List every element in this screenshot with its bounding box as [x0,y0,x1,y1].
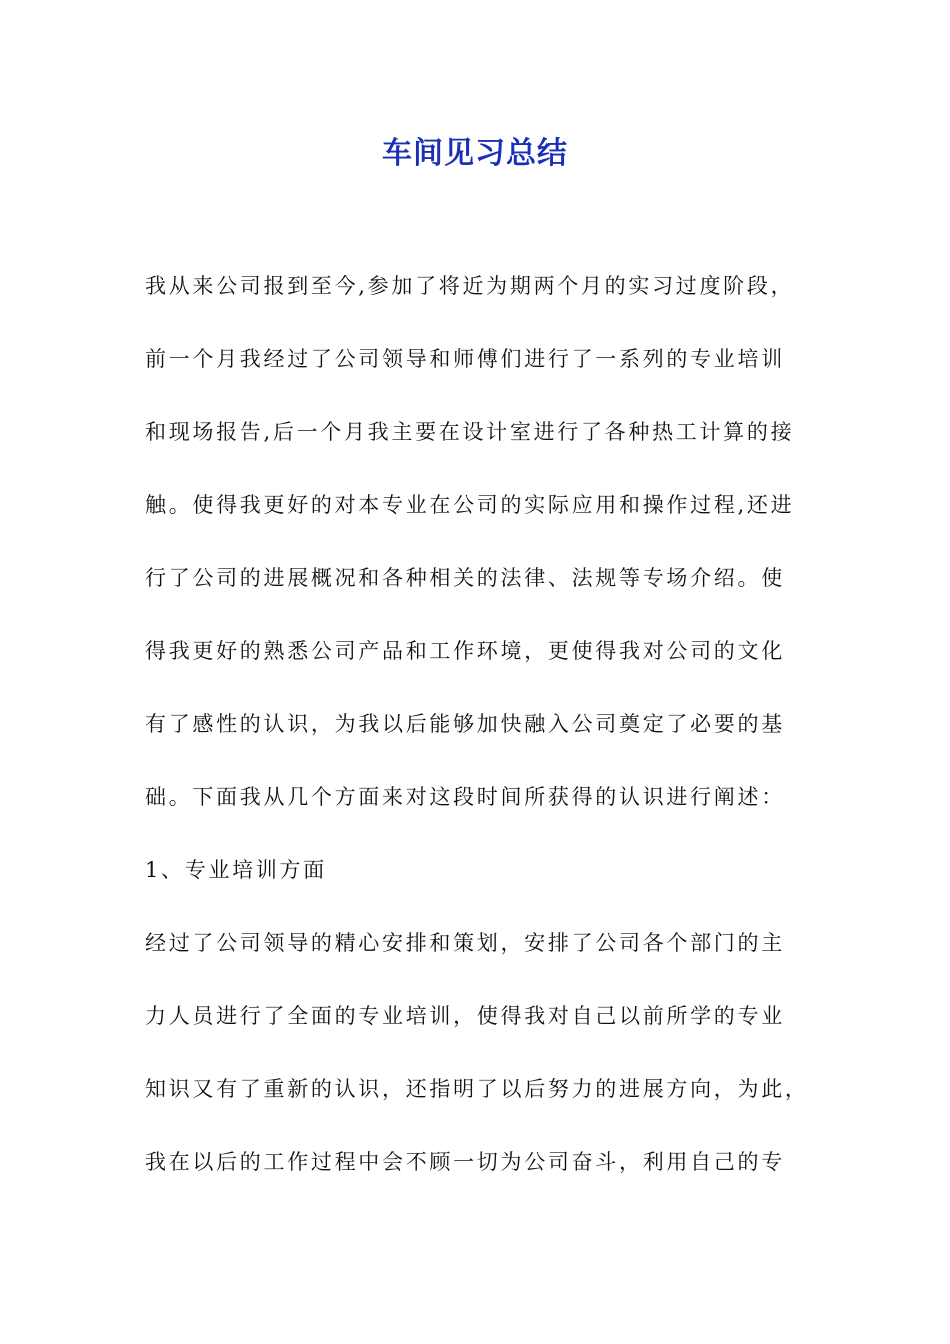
body-line: 础。下面我从几个方面来对这段时间所获得的认识进行阐述： [145,785,785,809]
body-line: 经过了公司领导的精心安排和策划，安排了公司各个部门的主 [145,931,785,955]
body-line: 我从来公司报到至今,参加了将近为期两个月的实习过度阶段， [145,274,795,298]
document-title: 车间见习总结 [382,136,568,171]
body-line: 触。使得我更好的对本专业在公司的实际应用和操作过程,还进 [145,493,795,517]
body-line: 有了感性的认识，为我以后能够加快融入公司奠定了必要的基 [145,712,785,736]
body-line: 知识又有了重新的认识，还指明了以后努力的进展方向，为此， [145,1077,809,1101]
document-body [145,262,825,1211]
body-line: 得我更好的熟悉公司产品和工作环境，更使得我对公司的文化 [145,639,785,663]
body-line: 前一个月我经过了公司领导和师傅们进行了一系列的专业培训 [145,347,785,371]
body-line: 行了公司的进展概况和各种相关的法律、法规等专场介绍。使 [145,566,785,590]
section-heading: 1、专业培训方面 [145,858,327,882]
body-line: 我在以后的工作过程中会不顾一切为公司奋斗，利用自己的专 [145,1150,785,1174]
body-line: 和现场报告,后一个月我主要在设计室进行了各种热工计算的接 [145,420,795,444]
body-line: 力人员进行了全面的专业培训，使得我对自己以前所学的专业 [145,1004,785,1028]
